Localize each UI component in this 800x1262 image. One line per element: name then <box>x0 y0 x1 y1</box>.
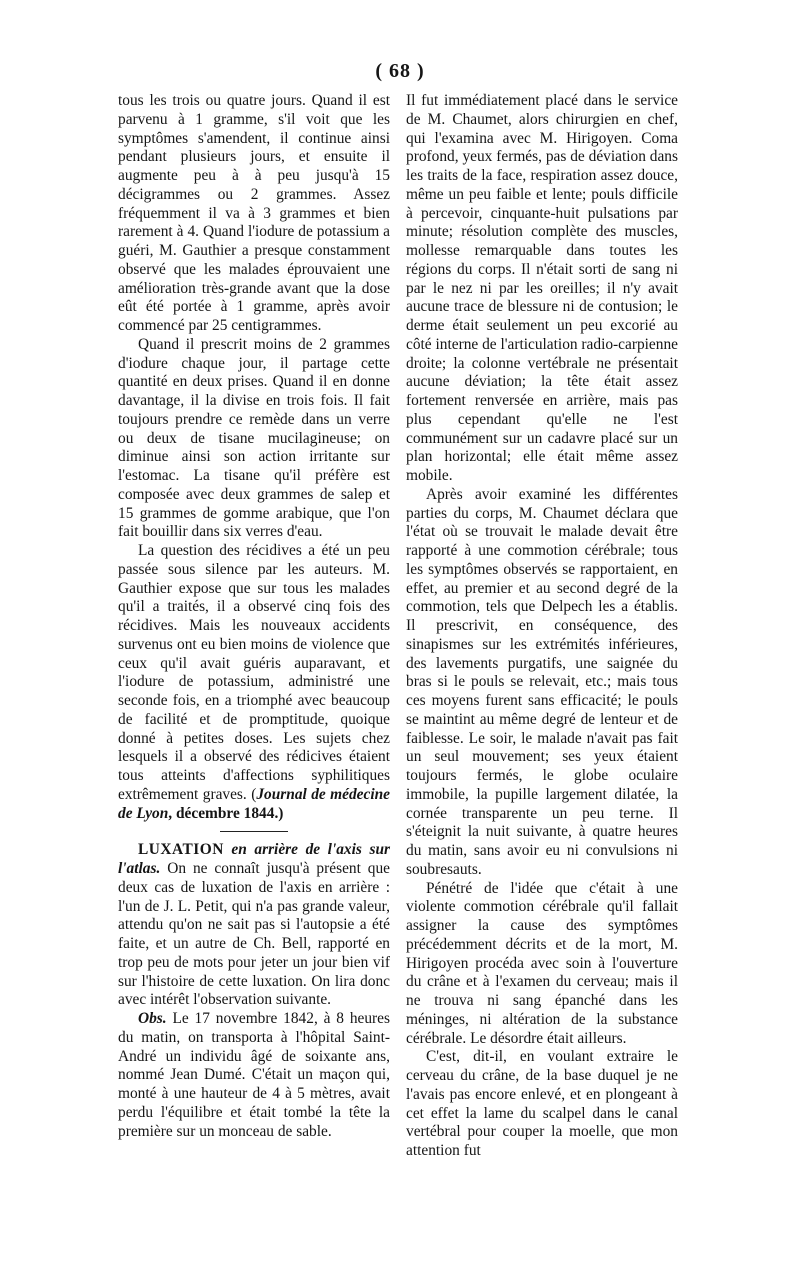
section-heading: LUXATION <box>138 841 224 859</box>
paragraph: tous les trois ou quatre jours. Quand il est parvenu à 1 gramme, s'il voit que les symptômes s'amendent, il continue ainsi pendant plusieurs jours, et ensuite il augmente peu à à peu jusqu'à 15 décigrammes ou 2 grammes. Assez fréquemment il va à 3 grammes et bien rarement à 4. Quand l'iodure de potassium a guéri, M. Gauthier a presque constamment observé que les malades éprouvaient une amélioration très-grande avant que la dose eût été portée à 1 gramme, après avoir commencé par 25 centigrammes. <box>118 92 390 334</box>
right-column <box>406 92 678 1161</box>
paragraph: Pénétré de l'idée que c'était à une violente commotion cérébrale qu'il fallait assigner la cause des symptômes précédemment décrits et de la mort, M. Hirigoyen procéda avec soin à l'ouverture du crâne et à l'examen du cerveau; mais il ne trouva ni sang épanché dans les méninges, ni altération de la substance cérébrale. Le désordre était ailleurs. <box>406 879 678 1047</box>
paragraph-text: Le 17 novembre 1842, à 8 heures du matin, on transporta à l'hôpital Saint-André un individu âgé de soixante ans, nommé Jean Dumé. C'était un maçon qui, monté à une hauteur de 4 à 5 mètres, avait perdu l'équilibre et était tombé la tête la première sur un monceau de sable. <box>118 1010 390 1140</box>
page-number: ( 68 ) <box>375 60 425 82</box>
section-subtitle: en arrière de l'axis sur l'atlas. <box>118 841 390 877</box>
journal-citation: Journal de médecine de Lyon <box>118 785 390 822</box>
citation-date: , décembre 1844.) <box>168 804 284 822</box>
observation-label: Obs. <box>138 1010 167 1027</box>
paragraph <box>118 1010 390 1141</box>
section-divider <box>220 831 288 832</box>
paragraph-text: La question des récidives a été un peu passée sous silence par les auteurs. M. Gauthier expose que sur tous les malades qu'il a traités, il a observé cinq fois des récidives. Mais les nouveaux accidents survenus ont eu bien moins de violence que ceux qu'il avait guéris auparavant, et l'iodure de potassium, administré une seconde fois, en a triomphé avec beaucoup de facilité et de promptitude, quoique donné à petites doses. Les sujets chez lesquels il a observé des rédicives étaient tous atteints d'affections syphilitiques extrêmement graves. ( <box>118 542 390 803</box>
paragraph: Il fut immédiatement placé dans le service de M. Chaumet, alors chirurgien en chef, qui l'examina avec M. Hirigoyen. Coma profond, yeux fermés, pas de déviation dans les traits de la face, respiration assez douce, même un peu faible et lente; pouls difficile à percevoir, cinquante-huit pulsations par minute; résolution complète des muscles, mollesse remarquable dans toutes les régions du corps. Il n'était sorti de sang ni par le nez ni par les oreilles; il n'y avait aucune trace de blessure ni de contusion; le derme était seulement un peu excorié au côté interne de l'articulation radio-carpienne droite; la colonne vertébrale ne présentait aucune déviation; la tête était assez fortement renversée en arrière, mais pas plus cependant qu'elle ne l'est communément sur un cadavre placé sur un plan horizontal; elle était même assez mobile. <box>406 92 678 484</box>
paragraph <box>118 841 390 1010</box>
paragraph-text: On ne connaît jusqu'à présent que deux cas de luxation de l'axis en arrière : l'un de J. L. Petit, qui n'a pas grande valeur, attendu qu'on ne sait pas si l'autopsie a été faite, et un autre de Ch. Bell, rapporté en trop peu de mots pour jeter un jour bien vif sur l'histoire de cette luxation. On lira donc avec intérêt l'observation suivante. <box>118 860 390 1009</box>
paragraph <box>118 542 390 823</box>
paragraph: C'est, dit-il, en voulant extraire le cerveau du crâne, de la base duquel je ne l'avais pas encore enlevé, et en plongeant à cet effet la lame du scalpel dans le canal vertébral pour couper la moelle, que mon attention fut <box>406 1048 678 1159</box>
left-column <box>118 92 390 1141</box>
paragraph: Quand il prescrit moins de 2 grammes d'iodure chaque jour, il partage cette quantité en deux prises. Quand il en donne davantage, il la divise en trois fois. Il fait toujours prendre ce remède dans un verre ou deux de tisane mucilagineuse; on diminue ainsi son action irritante sur l'estomac. La tisane qu'il préfère est composée avec deux grammes de salep et 15 grammes de gomme arabique, que l'on fait bouillir dans six verres d'eau. <box>118 335 390 541</box>
paragraph: Après avoir examiné les différentes parties du corps, M. Chaumet déclara que l'état où se trouvait le malade devait être rapporté à une commotion cérébrale; tous les symptômes observés se rapportaient, en effet, au premier et au second degré de la commotion, tels que Delpech les a établis. Il prescrivit, en conséquence, des sinapismes sur les extrémités inférieures, des lavements purgatifs, une saignée du bras si le pouls se relevait, etc.; mais tous ces moyens furent sans efficacité; le pouls se maintint au même degré de lenteur et de faiblesse. Le soir, le malade n'avait pas fait un seul mouvement; ses yeux étaient toujours fermés, le globe oculaire immobile, la pupille largement dilatée, la cornée transparente un peu terne. Il s'éteignit la nuit suivante, à quatre heures du matin, sans avoir eu ni convulsions ni soubresauts. <box>406 485 678 878</box>
